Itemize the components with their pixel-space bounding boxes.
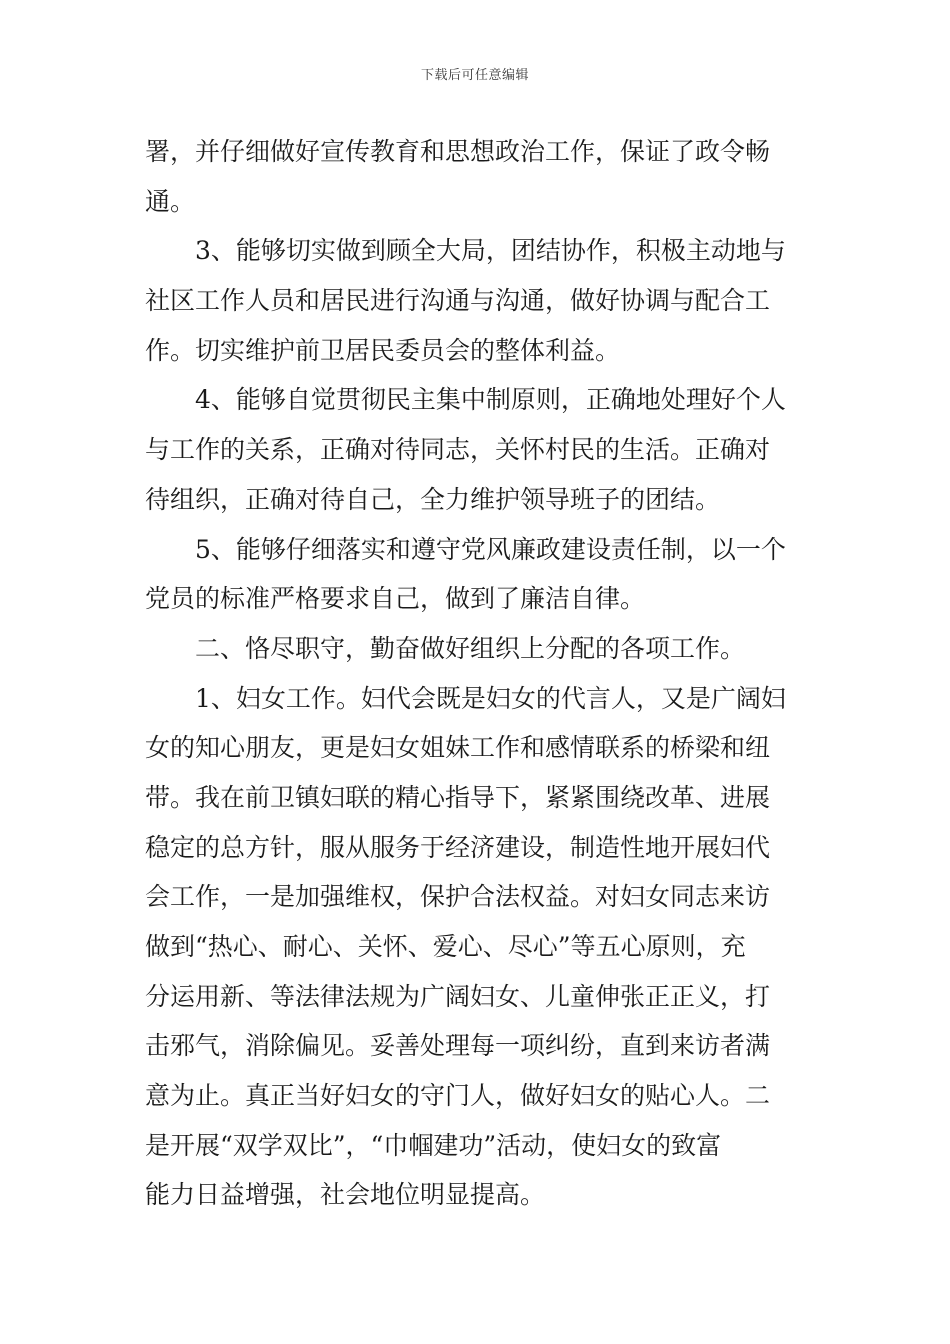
text-line: 分运用新、等法律法规为广阔妇女、儿童伸张正正义，打 (145, 981, 771, 1011)
paragraph-line: 5、能够仔细落实和遵守党风廉政建设责任制，以一个 (195, 534, 786, 564)
text-line: 党员的标准严格要求自己，做到了廉洁自律。 (145, 584, 646, 614)
text-line: 击邪气，消除偏见。妥善处理每一项纠纷，直到来访者满 (145, 1031, 771, 1061)
page-header: 下载后可任意编辑 (420, 68, 529, 83)
text-line: 与工作的关系，正确对待同志，关怀村民的生活。正确对 (145, 435, 771, 465)
paragraph-line: 4、能够自觉贯彻民主集中制原则，正确地处理好个人 (195, 385, 786, 415)
text-line: 带。我在前卫镇妇联的精心指导下，紧紧围绕改革、进展 (145, 782, 771, 812)
text-line: 能力日益增强，社会地位明显提高。 (145, 1180, 546, 1210)
paragraph-line: 1、妇女工作。妇代会既是妇女的代言人，又是广阔妇 (195, 683, 786, 713)
text-line: 作。切实维护前卫居民委员会的整体利益。 (145, 335, 621, 365)
text-line: 是开展“双学双比”，“巾帼建功”活动，使妇女的致富 (145, 1130, 722, 1160)
text-line: 意为止。真正当好妇女的守门人，做好妇女的贴心人。二 (145, 1081, 771, 1111)
text-line: 会工作，一是加强维权，保护合法权益。对妇女同志来访 (145, 882, 771, 912)
document-body (145, 127, 805, 1220)
text-line: 署，并仔细做好宣传教育和思想政治工作，保证了政令畅 (145, 137, 771, 166)
text-line: 待组织，正确对待自己，全力维护领导班子的团结。 (145, 484, 721, 514)
text-line: 做到“热心、耐心、关怀、爱心、尽心”等五心原则，充 (145, 932, 746, 961)
text-line: 通。 (145, 186, 196, 216)
text-line: 稳定的总方针，服从服务于经济建设，制造性地开展妇代 (145, 832, 771, 862)
text-line: 社区工作人员和居民进行沟通与沟通，做好协调与配合工 (145, 286, 771, 316)
paragraph-line: 3、能够切实做到顾全大局，团结协作，积极主动地与 (195, 236, 786, 266)
text-line: 女的知心朋友，更是妇女姐妹工作和感情联系的桥梁和纽 (145, 733, 771, 763)
section-heading: 二、恪尽职守，勤奋做好组织上分配的各项工作。 (195, 633, 746, 663)
